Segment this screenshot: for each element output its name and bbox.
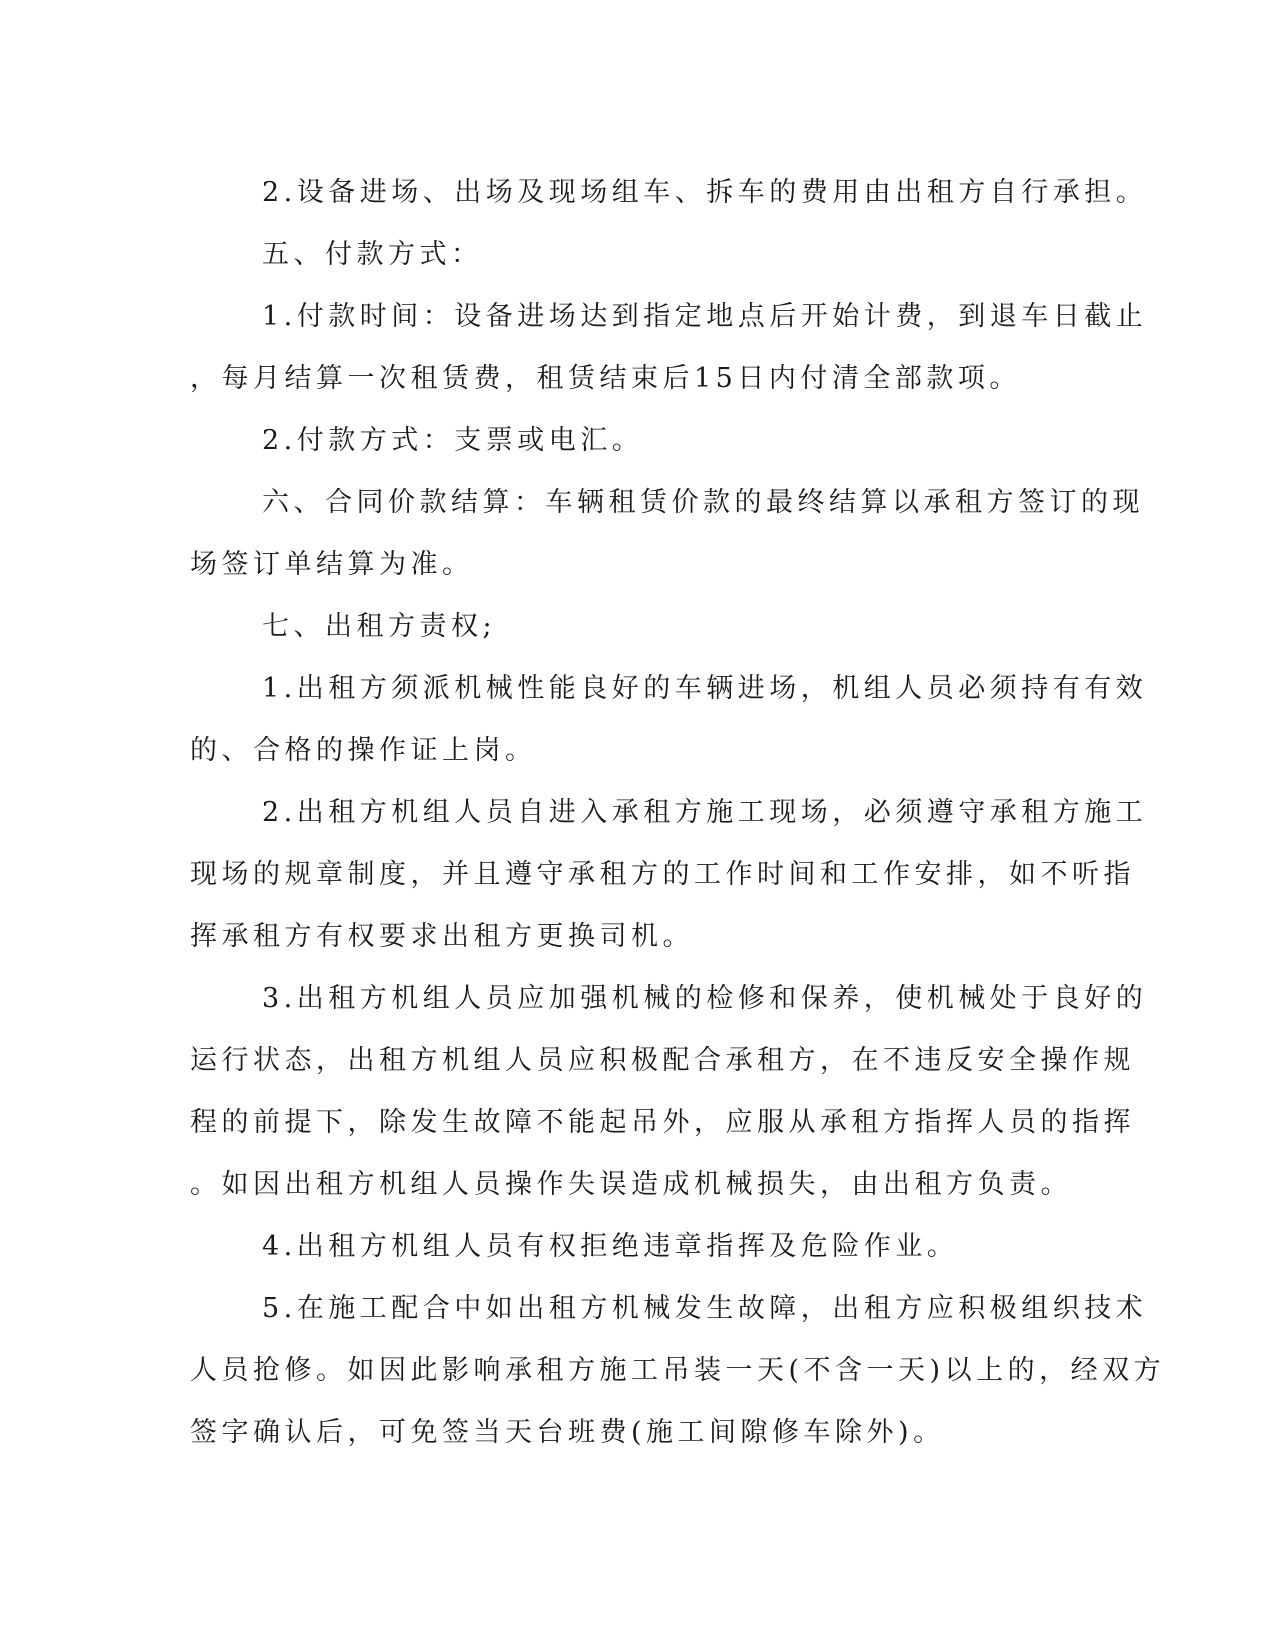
text-line: 5.在施工配合中如出租方机械发生故障，出租方应积极组织技术 (262, 1293, 1148, 1324)
document-body (190, 162, 1166, 1464)
text-line: 1.付款时间：设备进场达到指定地点后开始计费，到退车日截止 (262, 301, 1148, 332)
text-line: 挥承租方有权要求出租方更换司机。 (190, 921, 694, 952)
text-line: 4.出租方机组人员有权拒绝违章指挥及危险作业。 (262, 1231, 959, 1262)
section-heading-lessor-rights: 七、出租方责权; (262, 611, 497, 642)
text-line: 1.出租方须派机械性能良好的车辆进场，机组人员必须持有有效 (262, 673, 1148, 704)
text-line: 3.出租方机组人员应加强机械的检修和保养，使机械处于良好的 (262, 983, 1148, 1014)
section-heading-settlement: 六、合同价款结算：车辆租赁价款的最终结算以承租方签订的现 (262, 487, 1144, 518)
text-line: 场签订单结算为准。 (190, 549, 474, 580)
text-line: 。如因出租方机组人员操作失误造成机械损失，由出租方负责。 (190, 1169, 1072, 1200)
text-line: 2.设备进场、出场及现场组车、拆车的费用由出租方自行承担。 (262, 177, 1148, 208)
text-line: 人员抢修。如因此影响承租方施工吊装一天(不含一天)以上的，经双方 (190, 1355, 1166, 1386)
text-line: 程的前提下，除发生故障不能起吊外，应服从承租方指挥人员的指挥 (190, 1107, 1135, 1138)
text-line: 2.付款方式：支票或电汇。 (262, 425, 644, 456)
text-line: 现场的规章制度，并且遵守承租方的工作时间和工作安排，如不听指 (190, 859, 1135, 890)
text-line: 签字确认后，可免签当天台班费(施工间隙修车除外)。 (190, 1417, 945, 1448)
text-line: 2.出租方机组人员自进入承租方施工现场，必须遵守承租方施工 (262, 797, 1148, 828)
section-heading-payment: 五、付款方式： (262, 239, 483, 270)
text-line: 运行状态，出租方机组人员应积极配合承租方，在不违反安全操作规 (190, 1045, 1135, 1076)
text-line: ，每月结算一次租赁费，租赁结束后15日内付清全部款项。 (190, 363, 1021, 394)
text-line: 的、合格的操作证上岗。 (190, 735, 537, 766)
